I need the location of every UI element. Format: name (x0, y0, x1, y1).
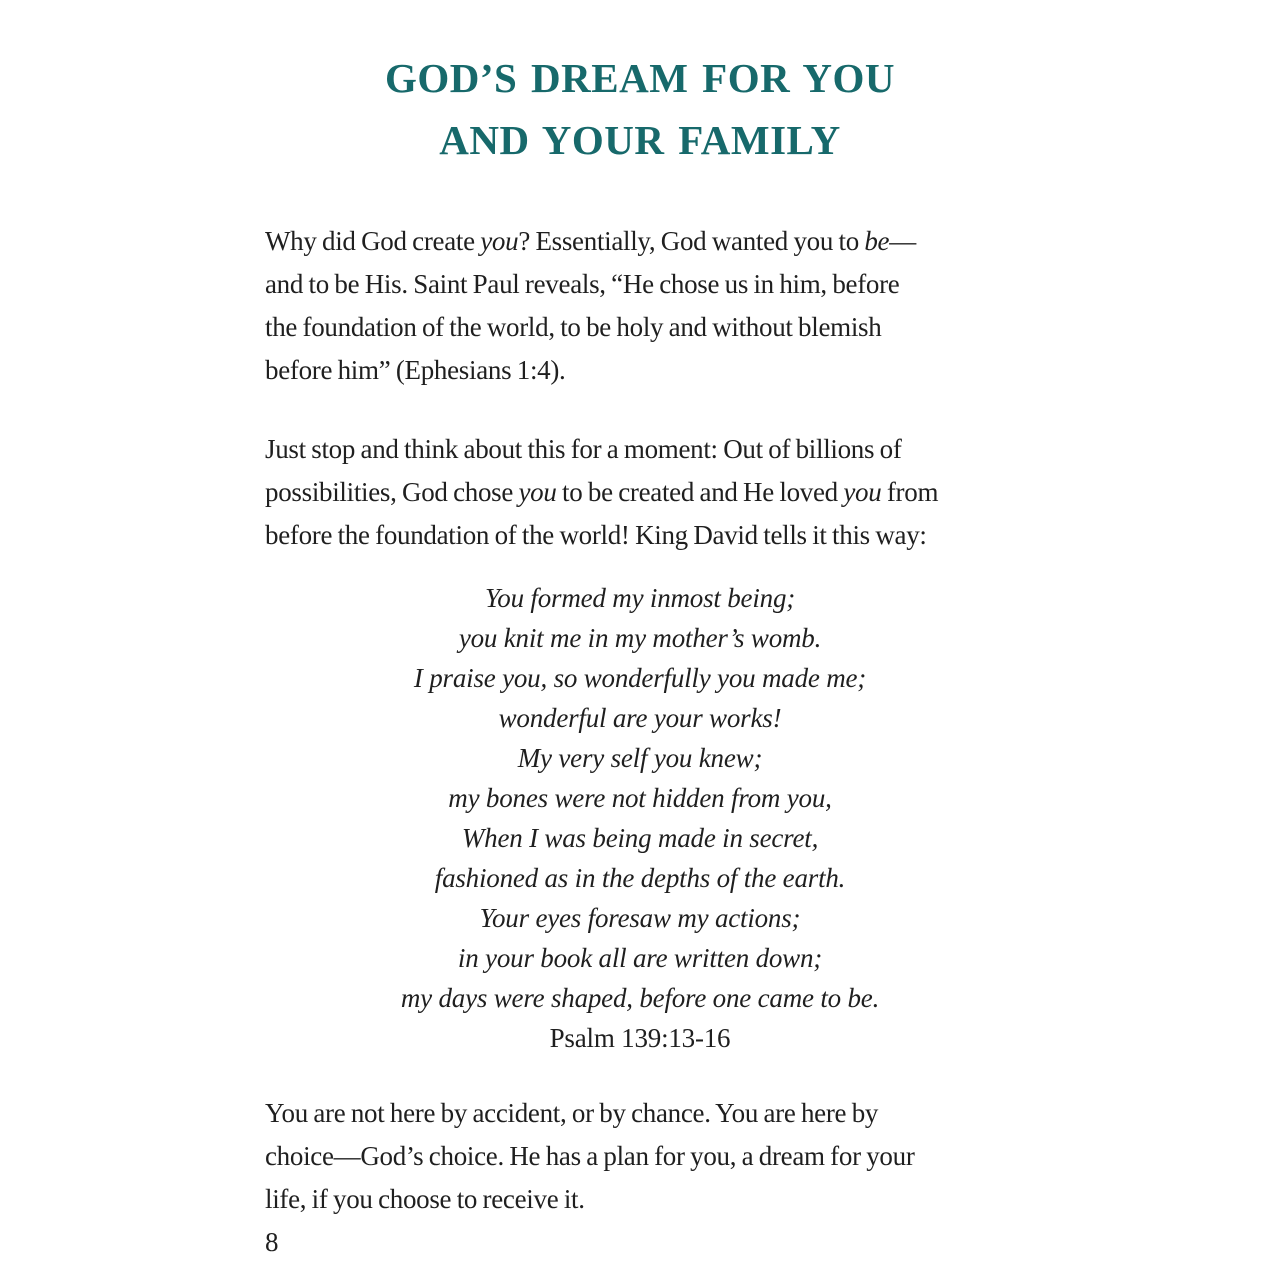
psalm-line: my bones were not hidden from you, (448, 783, 832, 813)
text-line (265, 1178, 1015, 1221)
text-segment: ? Essentially, God wanted you to (518, 226, 865, 256)
psalm-line: When I was being made in secret, (461, 823, 819, 853)
psalm-line: fashioned as in the depths of the earth. (434, 863, 846, 893)
text-line (265, 1135, 1015, 1178)
text-segment: the foundation of the world, to be holy and without blemish (265, 312, 882, 342)
text-segment: possibilities, God chose (265, 477, 519, 507)
text-line (265, 428, 1015, 471)
text-line (265, 471, 1015, 514)
paragraph-3 (265, 1092, 1015, 1221)
text-segment: — (889, 226, 916, 256)
text-segment: before the foundation of the world! King David tells it this way: (265, 520, 927, 550)
text-line (265, 306, 1015, 349)
text-segment: before him” (Ephesians 1:4). (265, 355, 566, 385)
text-line (265, 220, 1015, 263)
text-segment: choice—God’s choice. He has a plan for you, a dream for your (265, 1141, 915, 1171)
text-segment: to be created and He loved (556, 477, 844, 507)
psalm-line: My very self you knew; (517, 743, 763, 773)
psalm-line: you knit me in my mother’s womb. (458, 623, 822, 653)
psalm-line: my days were shaped, before one came to be. (400, 983, 880, 1013)
psalm-line: Your eyes foresaw my actions; (479, 903, 801, 933)
paragraph-1 (265, 220, 1015, 392)
page-content (265, 0, 1015, 1264)
psalm-quote (265, 578, 1015, 1058)
psalm-line: in your book all are written down; (457, 943, 823, 973)
emphasized-text: you (518, 477, 557, 507)
psalm-lines (265, 578, 1015, 1018)
emphasized-text: you (480, 226, 519, 256)
chapter-title-line-2: AND YOUR FAMILY (439, 117, 841, 163)
emphasized-text: you (843, 477, 882, 507)
text-segment: Why did God create (265, 226, 481, 256)
emphasized-text: be (864, 226, 890, 256)
text-segment: from (881, 477, 939, 507)
psalm-line: wonderful are your works! (498, 703, 782, 733)
text-segment: You are not here by accident, or by chance. You are here by (265, 1098, 879, 1128)
psalm-reference: Psalm 139:13-16 (549, 1023, 731, 1053)
chapter-title-line-1: GOD’S DREAM FOR YOU (384, 55, 896, 101)
psalm-line: I praise you, so wonderfully you made me; (413, 663, 867, 693)
text-line (265, 1092, 1015, 1135)
text-line (265, 514, 1015, 557)
chapter-title (265, 0, 1015, 171)
paragraph-2 (265, 428, 1015, 557)
text-line (265, 349, 1015, 392)
text-segment: and to be His. Saint Paul reveals, “He chose us in him, before (265, 269, 900, 299)
text-segment: Just stop and think about this for a moment: Out of billions of (265, 434, 902, 464)
page-number: 8 (265, 1227, 279, 1257)
psalm-line: You formed my inmost being; (484, 583, 796, 613)
text-line (265, 263, 1015, 306)
text-segment: life, if you choose to receive it. (265, 1184, 585, 1214)
